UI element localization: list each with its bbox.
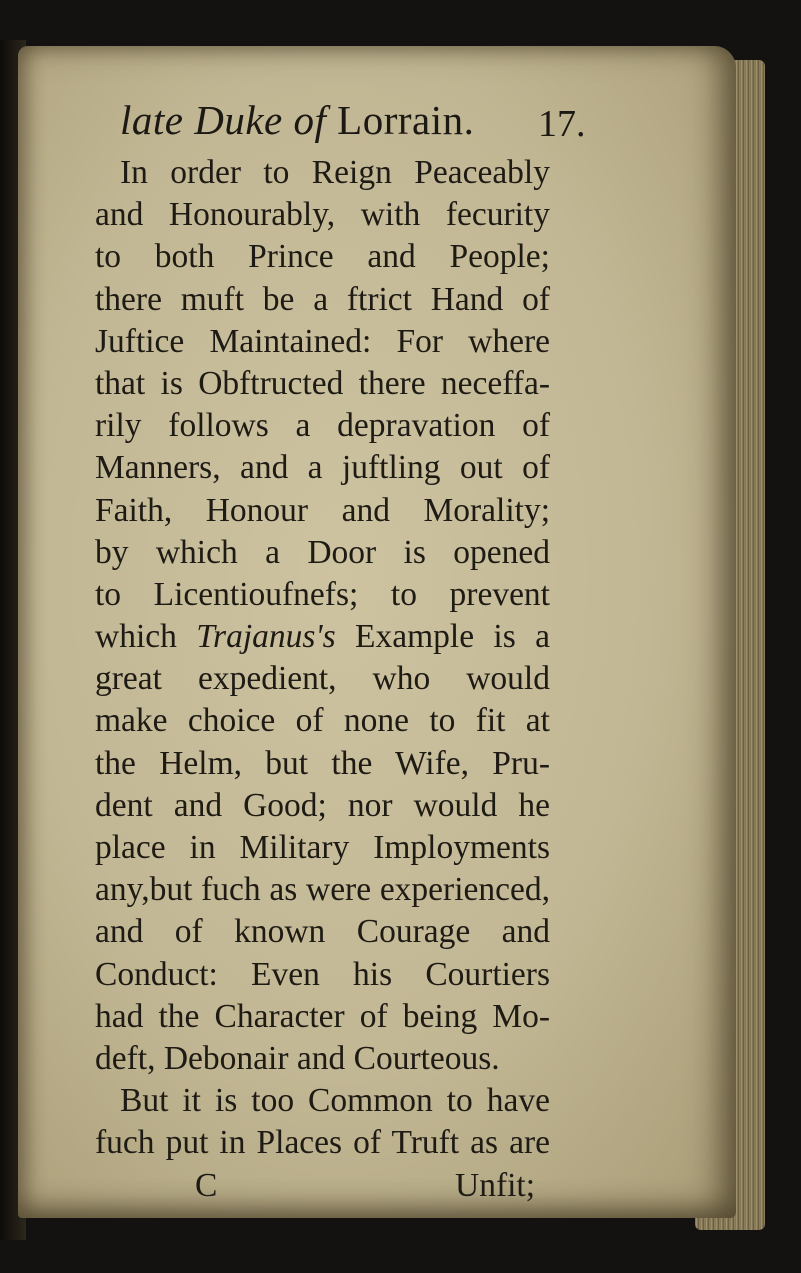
text-line: rily follows a depravation of (95, 407, 550, 445)
text-line: Conduct: Even his Courtiers (95, 955, 550, 993)
title-lorrain: Lorrain. (337, 97, 475, 143)
title-late: late (120, 97, 195, 143)
signature-mark: C (195, 1166, 218, 1204)
running-head (120, 96, 680, 156)
text-line: and of known Courage and (95, 913, 550, 951)
text-line: Juftice Maintained: For where (95, 322, 550, 360)
signature-line (95, 1165, 550, 1207)
text-line: Faith, Honour and Morality; (95, 491, 550, 529)
text-line: had the Character of being Mo- (95, 997, 550, 1035)
title-of: of (282, 97, 338, 143)
text-line: the Helm, but the Wife, Pru- (95, 744, 550, 782)
text-trajanus: Trajanus's (196, 618, 336, 656)
text-line: by which a Door is opened (95, 533, 550, 571)
text-line-trajanus (95, 616, 550, 658)
text-example: Example is a (335, 618, 551, 656)
text-line: to Licentioufnefs; to prevent (95, 575, 550, 613)
text-line: and Honourably, with fecurity (95, 196, 550, 234)
text-line: In order to Reign Peaceably (120, 154, 550, 191)
text-line: great expedient, who would (95, 660, 550, 698)
text-line: fuch put in Places of Truft as are (95, 1124, 550, 1162)
text-line: deft, Debonair and Courteous. (95, 1039, 500, 1077)
page-number: 17. (538, 103, 586, 145)
catchword: Unfit; (455, 1166, 536, 1204)
body-text (95, 152, 550, 1207)
text-which: which (95, 618, 197, 656)
title-duke: Duke (194, 97, 283, 143)
text-line: there muft be a ftrict Hand of (95, 280, 550, 318)
text-line: that is Obftructed there neceffa- (95, 364, 550, 402)
text-line: place in Military Imployments (95, 829, 550, 866)
text-line: any,but fuch as were experienced, (95, 871, 550, 909)
text-line: Manners, and a juftling out of (95, 449, 550, 487)
text-line: dent and Good; nor would he (95, 786, 550, 824)
text-line: make choice of none to fit at (95, 702, 550, 740)
text-line: But it is too Common to have (120, 1082, 550, 1120)
page-title (120, 96, 474, 144)
text-line: to both Prince and People; (95, 238, 550, 276)
